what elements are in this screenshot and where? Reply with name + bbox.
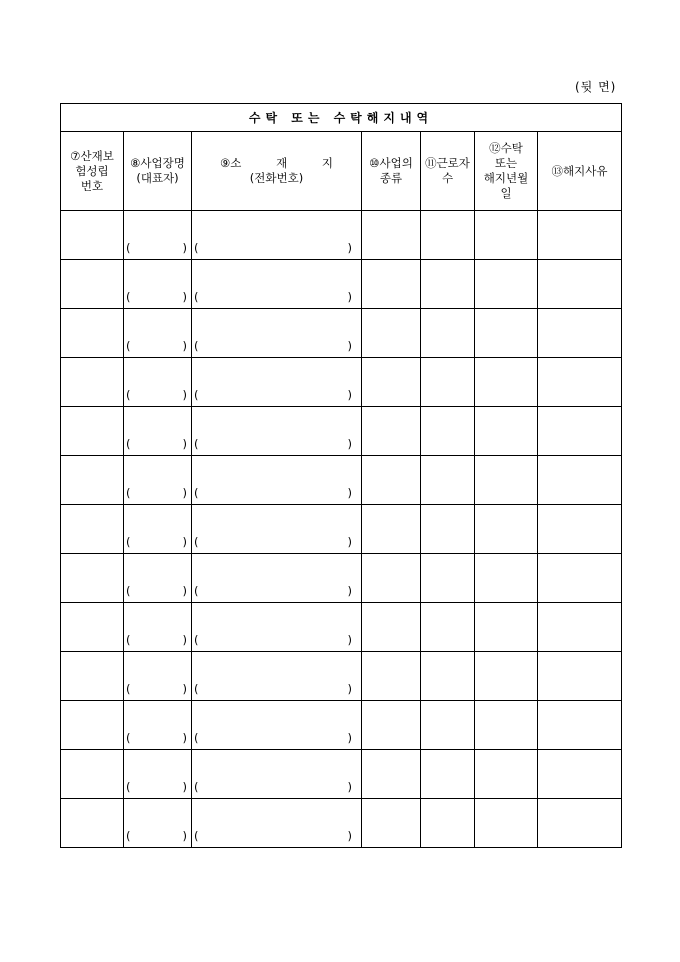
cell-location[interactable] — [192, 407, 362, 456]
cell-business-name[interactable] — [124, 407, 192, 456]
cell-worker-count[interactable] — [421, 358, 475, 407]
paren-open: ( — [126, 633, 131, 647]
table-row — [61, 701, 622, 750]
paren-open: ( — [126, 241, 131, 255]
cell-termination-reason[interactable] — [538, 652, 622, 701]
paren-close: ) — [182, 731, 187, 745]
cell-location[interactable] — [192, 554, 362, 603]
paren-close: ) — [347, 388, 352, 402]
paren-open: ( — [194, 682, 199, 696]
cell-insurance-number[interactable] — [61, 701, 124, 750]
cell-entrust-date[interactable] — [475, 260, 538, 309]
paren-open: ( — [194, 731, 199, 745]
cell-business-type[interactable] — [362, 652, 421, 701]
paren-open: ( — [194, 633, 199, 647]
table-row — [61, 554, 622, 603]
table-row — [61, 603, 622, 652]
paren-open: ( — [194, 339, 199, 353]
cell-termination-reason[interactable] — [538, 603, 622, 652]
cell-termination-reason[interactable] — [538, 260, 622, 309]
cell-entrust-date[interactable] — [475, 211, 538, 260]
cell-termination-reason[interactable] — [538, 309, 622, 358]
cell-entrust-date[interactable] — [475, 603, 538, 652]
paren-open: ( — [126, 486, 131, 500]
paren-close: ) — [347, 731, 352, 745]
cell-business-type[interactable] — [362, 505, 421, 554]
paren-close: ) — [347, 535, 352, 549]
cell-business-type[interactable] — [362, 750, 421, 799]
cell-business-name[interactable] — [124, 701, 192, 750]
cell-location[interactable] — [192, 309, 362, 358]
paren-close: ) — [347, 584, 352, 598]
paren-close: ) — [347, 290, 352, 304]
table-row — [61, 799, 622, 848]
cell-location[interactable] — [192, 799, 362, 848]
table-row — [61, 456, 622, 505]
table-row — [61, 211, 622, 260]
table-row — [61, 358, 622, 407]
header-termination-reason: ⑬해지사유 — [538, 132, 622, 211]
header-entrust-date: ⑫수탁 또는 해지년월 일 — [475, 132, 538, 211]
cell-business-type[interactable] — [362, 309, 421, 358]
cell-business-name[interactable] — [124, 652, 192, 701]
cell-insurance-number[interactable] — [61, 358, 124, 407]
cell-termination-reason[interactable] — [538, 554, 622, 603]
cell-business-type[interactable] — [362, 407, 421, 456]
cell-entrust-date[interactable] — [475, 309, 538, 358]
paren-close: ) — [182, 633, 187, 647]
cell-worker-count[interactable] — [421, 505, 475, 554]
table-row — [61, 505, 622, 554]
paren-close: ) — [182, 339, 187, 353]
cell-business-type[interactable] — [362, 260, 421, 309]
paren-close: ) — [347, 829, 352, 843]
cell-termination-reason[interactable] — [538, 701, 622, 750]
paren-close: ) — [182, 241, 187, 255]
cell-insurance-number[interactable] — [61, 652, 124, 701]
cell-insurance-number[interactable] — [61, 554, 124, 603]
header-business-type: ⑩사업의 종류 — [362, 132, 421, 211]
table-row — [61, 652, 622, 701]
cell-location[interactable] — [192, 652, 362, 701]
cell-business-type[interactable] — [362, 701, 421, 750]
cell-insurance-number[interactable] — [61, 603, 124, 652]
paren-open: ( — [126, 339, 131, 353]
paren-close: ) — [347, 241, 352, 255]
paren-open: ( — [194, 437, 199, 451]
paren-open: ( — [194, 241, 199, 255]
table-body — [61, 211, 622, 848]
cell-worker-count[interactable] — [421, 554, 475, 603]
cell-insurance-number[interactable] — [61, 407, 124, 456]
paren-open: ( — [194, 584, 199, 598]
paren-open: ( — [194, 829, 199, 843]
cell-worker-count[interactable] — [421, 456, 475, 505]
paren-open: ( — [194, 388, 199, 402]
cell-termination-reason[interactable] — [538, 505, 622, 554]
header-location: ⑨소 재 지 (전화번호) — [192, 132, 362, 211]
cell-worker-count[interactable] — [421, 652, 475, 701]
paren-close: ) — [182, 584, 187, 598]
cell-business-name[interactable] — [124, 750, 192, 799]
cell-insurance-number[interactable] — [61, 505, 124, 554]
paren-close: ) — [347, 339, 352, 353]
cell-entrust-date[interactable] — [475, 799, 538, 848]
paren-close: ) — [182, 829, 187, 843]
cell-entrust-date[interactable] — [475, 407, 538, 456]
cell-business-name[interactable] — [124, 603, 192, 652]
cell-termination-reason[interactable] — [538, 750, 622, 799]
paren-open: ( — [126, 388, 131, 402]
paren-close: ) — [347, 780, 352, 794]
paren-close: ) — [182, 682, 187, 696]
cell-entrust-date[interactable] — [475, 554, 538, 603]
cell-worker-count[interactable] — [421, 701, 475, 750]
cell-business-type[interactable] — [362, 799, 421, 848]
paren-open: ( — [126, 682, 131, 696]
paren-open: ( — [194, 780, 199, 794]
paren-open: ( — [126, 584, 131, 598]
cell-worker-count[interactable] — [421, 211, 475, 260]
cell-worker-count[interactable] — [421, 260, 475, 309]
cell-worker-count[interactable] — [421, 309, 475, 358]
cell-insurance-number[interactable] — [61, 456, 124, 505]
cell-location[interactable] — [192, 260, 362, 309]
cell-location[interactable] — [192, 505, 362, 554]
paren-open: ( — [126, 535, 131, 549]
table-row — [61, 309, 622, 358]
table-row — [61, 260, 622, 309]
paren-open: ( — [126, 731, 131, 745]
cell-worker-count[interactable] — [421, 407, 475, 456]
cell-business-name[interactable] — [124, 260, 192, 309]
paren-close: ) — [182, 486, 187, 500]
paren-close: ) — [182, 535, 187, 549]
paren-open: ( — [194, 535, 199, 549]
paren-open: ( — [126, 437, 131, 451]
cell-termination-reason[interactable] — [538, 211, 622, 260]
cell-location[interactable] — [192, 211, 362, 260]
cell-insurance-number[interactable] — [61, 799, 124, 848]
cell-worker-count[interactable] — [421, 603, 475, 652]
table-title: 수탁 또는 수탁해지내역 — [61, 104, 622, 132]
cell-business-name[interactable] — [124, 554, 192, 603]
paren-close: ) — [182, 437, 187, 451]
page-side-label: (뒷 면) — [575, 80, 617, 94]
paren-close: ) — [182, 290, 187, 304]
paren-open: ( — [194, 486, 199, 500]
paren-close: ) — [347, 682, 352, 696]
cell-business-name[interactable] — [124, 358, 192, 407]
paren-close: ) — [347, 633, 352, 647]
cell-location[interactable] — [192, 358, 362, 407]
entrustment-table — [60, 103, 622, 848]
cell-insurance-number[interactable] — [61, 309, 124, 358]
cell-business-name[interactable] — [124, 309, 192, 358]
cell-insurance-number[interactable] — [61, 750, 124, 799]
paren-close: ) — [182, 388, 187, 402]
cell-business-name[interactable] — [124, 799, 192, 848]
cell-entrust-date[interactable] — [475, 652, 538, 701]
paren-close: ) — [182, 780, 187, 794]
paren-open: ( — [126, 290, 131, 304]
cell-entrust-date[interactable] — [475, 750, 538, 799]
paren-open: ( — [126, 829, 131, 843]
cell-location[interactable] — [192, 701, 362, 750]
header-row — [61, 132, 622, 211]
cell-worker-count[interactable] — [421, 799, 475, 848]
cell-insurance-number[interactable] — [61, 211, 124, 260]
paren-open: ( — [126, 780, 131, 794]
cell-business-type[interactable] — [362, 456, 421, 505]
cell-location[interactable] — [192, 456, 362, 505]
cell-termination-reason[interactable] — [538, 358, 622, 407]
cell-entrust-date[interactable] — [475, 505, 538, 554]
cell-business-name[interactable] — [124, 456, 192, 505]
cell-worker-count[interactable] — [421, 750, 475, 799]
cell-location[interactable] — [192, 603, 362, 652]
cell-termination-reason[interactable] — [538, 456, 622, 505]
table-row — [61, 750, 622, 799]
cell-entrust-date[interactable] — [475, 456, 538, 505]
cell-entrust-date[interactable] — [475, 701, 538, 750]
header-business-name: ⑧사업장명 (대표자) — [124, 132, 192, 211]
cell-business-type[interactable] — [362, 603, 421, 652]
paren-close: ) — [347, 437, 352, 451]
cell-location[interactable] — [192, 750, 362, 799]
paren-close: ) — [347, 486, 352, 500]
cell-business-type[interactable] — [362, 554, 421, 603]
cell-business-name[interactable] — [124, 505, 192, 554]
cell-termination-reason[interactable] — [538, 799, 622, 848]
cell-insurance-number[interactable] — [61, 260, 124, 309]
header-worker-count: ⑪근로자 수 — [421, 132, 475, 211]
paren-open: ( — [194, 290, 199, 304]
cell-business-type[interactable] — [362, 358, 421, 407]
cell-business-type[interactable] — [362, 211, 421, 260]
header-insurance-number: ⑦산재보 험성립 번호 — [61, 132, 124, 211]
cell-business-name[interactable] — [124, 211, 192, 260]
cell-entrust-date[interactable] — [475, 358, 538, 407]
table-row — [61, 407, 622, 456]
cell-termination-reason[interactable] — [538, 407, 622, 456]
